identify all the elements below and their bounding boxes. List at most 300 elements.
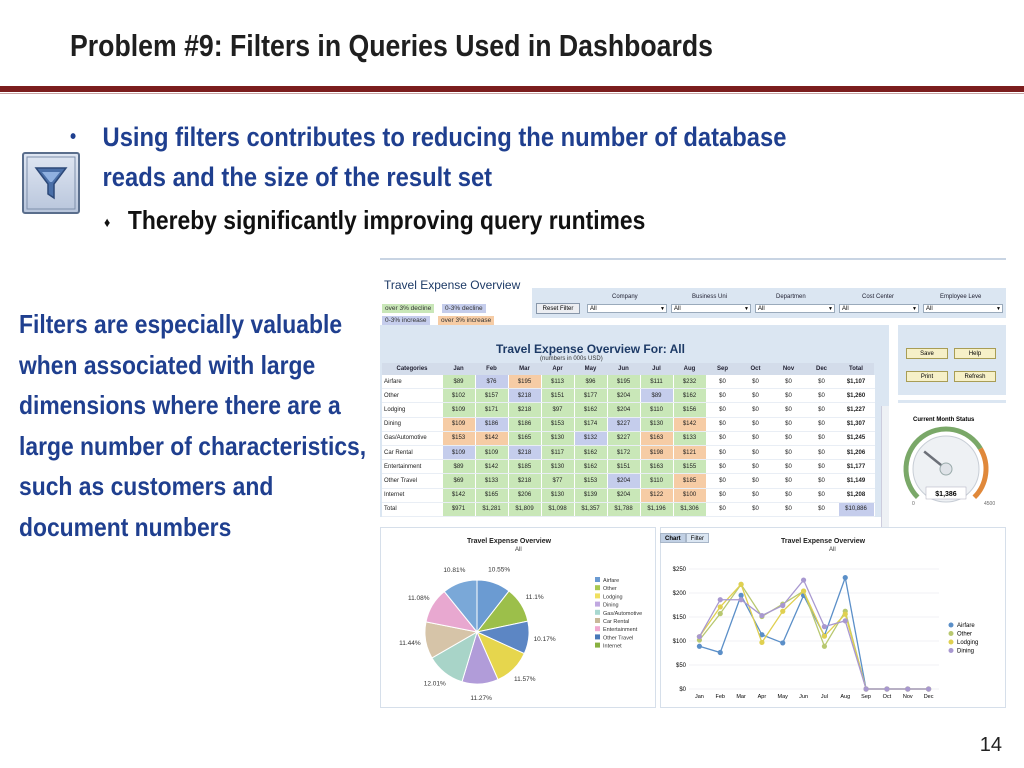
table-cell: $151 xyxy=(607,460,640,474)
table-cell: $163 xyxy=(640,460,673,474)
gauge-chart xyxy=(898,421,1006,521)
legend-decline: 0-3% decline xyxy=(442,304,486,313)
table-cell: $110 xyxy=(640,474,673,488)
reset-filter-button[interactable]: Reset Filter xyxy=(536,303,580,314)
row-category: Internet xyxy=(382,488,442,502)
pie-label: 10.55% xyxy=(488,566,511,574)
table-cell: $1,809 xyxy=(508,502,541,516)
dropdown-arrow-icon: ▼ xyxy=(912,306,917,312)
table-cell: $157 xyxy=(475,389,508,403)
table-cell: $0 xyxy=(805,403,838,417)
legend-increase: 0-3% increase xyxy=(382,316,430,325)
table-cell: $130 xyxy=(541,431,574,445)
table-cell: $206 xyxy=(508,488,541,502)
table-cell: $151 xyxy=(541,389,574,403)
gauge-title: Current Month Status xyxy=(913,417,975,423)
table-cell: $1,107 xyxy=(838,375,874,389)
table-cell: $1,227 xyxy=(838,403,874,417)
table-cell: $971 xyxy=(442,502,475,516)
series-line xyxy=(699,580,928,689)
table-cell: $1,357 xyxy=(574,502,607,516)
table-cell: $0 xyxy=(706,375,739,389)
table-cell: $117 xyxy=(541,445,574,459)
table-cell: $100 xyxy=(673,488,706,502)
table-cell: $1,306 xyxy=(673,502,706,516)
legend-label: Dining xyxy=(957,648,975,655)
legend-label: Gas/Automotive xyxy=(603,610,643,617)
table-cell: $155 xyxy=(673,460,706,474)
data-point xyxy=(738,597,743,602)
line-title: Travel Expense Overview xyxy=(781,538,866,545)
table-cell: $109 xyxy=(442,417,475,431)
table-cell: $89 xyxy=(442,375,475,389)
table-cell: $0 xyxy=(772,417,805,431)
dropdown-arrow-icon: ▼ xyxy=(996,306,1001,312)
y-tick-label: $100 xyxy=(672,639,686,645)
help-button[interactable]: Help xyxy=(954,348,996,359)
table-cell: $1,788 xyxy=(607,502,640,516)
table-row xyxy=(382,474,874,488)
table-cell: $0 xyxy=(772,403,805,417)
dropdown-arrow-icon: ▼ xyxy=(828,306,833,312)
table-row xyxy=(382,389,874,403)
data-point xyxy=(884,686,889,691)
legend-label: Other Travel xyxy=(603,635,634,642)
bullet-main-text: Using filters contributes to reducing the number of database reads and the size of the result set xyxy=(102,122,787,192)
table-cell: $96 xyxy=(574,375,607,389)
filter-bar xyxy=(532,288,1006,318)
table-cell: $109 xyxy=(475,445,508,459)
table-cell: $110 xyxy=(640,403,673,417)
table-cell: $1,206 xyxy=(838,445,874,459)
y-tick-label: $250 xyxy=(672,567,686,573)
table-cell: $0 xyxy=(706,389,739,403)
data-point xyxy=(780,603,785,608)
data-point xyxy=(738,582,743,587)
data-point xyxy=(822,644,827,649)
row-category: Gas/Automotive xyxy=(382,431,442,445)
table-cell: $0 xyxy=(739,445,772,459)
row-category: Total xyxy=(382,502,442,516)
table-cell: $0 xyxy=(805,474,838,488)
table-cell: $174 xyxy=(574,417,607,431)
dashboard-title: Travel Expense Overview xyxy=(384,278,521,292)
table-cell: $111 xyxy=(640,375,673,389)
pie-subtitle: All xyxy=(515,547,522,553)
table-cell: $218 xyxy=(508,403,541,417)
table-cell: $0 xyxy=(739,460,772,474)
bullet-marker: • xyxy=(70,126,77,148)
gauge-value: $1,386 xyxy=(935,491,957,498)
column-header[interactable]: Jun xyxy=(607,363,640,375)
table-row xyxy=(382,375,874,389)
column-header[interactable]: Jan xyxy=(442,363,475,375)
table-cell: $165 xyxy=(475,488,508,502)
table-cell: $133 xyxy=(673,431,706,445)
line-chart xyxy=(661,538,1005,708)
data-point xyxy=(822,634,827,639)
filter-label-company: Company xyxy=(612,294,638,300)
title-rule xyxy=(0,86,1024,92)
table-cell: $130 xyxy=(640,417,673,431)
table-row xyxy=(382,488,874,502)
table-row xyxy=(382,431,874,445)
table-cell: $142 xyxy=(475,431,508,445)
table-cell: $1,245 xyxy=(838,431,874,445)
table-cell: $0 xyxy=(739,403,772,417)
table-cell: $0 xyxy=(805,460,838,474)
table-cell: $0 xyxy=(706,417,739,431)
pie-label: 11.27% xyxy=(470,694,492,702)
data-point xyxy=(801,588,806,593)
button-panel xyxy=(898,325,1006,395)
table-cell: $162 xyxy=(574,460,607,474)
legend-label: Airfare xyxy=(603,578,620,584)
row-category: Dining xyxy=(382,417,442,431)
table-cell: $156 xyxy=(673,403,706,417)
side-note: Filters are especially valuable when associated with large dimensions where there are a large number of characteristics, such as customers and document numbers xyxy=(19,309,367,542)
data-point xyxy=(822,624,827,629)
table-cell: $69 xyxy=(442,474,475,488)
y-tick-label: $200 xyxy=(672,591,686,597)
table-cell: $185 xyxy=(508,460,541,474)
table-cell: $0 xyxy=(739,417,772,431)
legend-swatch xyxy=(595,610,600,615)
table-cell: $1,149 xyxy=(838,474,874,488)
table-cell: $0 xyxy=(739,431,772,445)
table-cell: $130 xyxy=(541,460,574,474)
row-category: Entertainment xyxy=(382,460,442,474)
table-cell: $0 xyxy=(739,502,772,516)
legend-label: Airfare xyxy=(957,623,975,629)
bullet-sub-text: Thereby significantly improving query runtimes xyxy=(127,205,646,235)
legend-label: Other xyxy=(603,586,617,593)
table-cell: $121 xyxy=(673,445,706,459)
legend-swatch xyxy=(595,577,600,582)
data-point xyxy=(780,609,785,614)
legend-label: Dining xyxy=(603,602,619,609)
pie-label: 11.57% xyxy=(513,675,536,683)
table-cell: $186 xyxy=(475,417,508,431)
table-cell: $153 xyxy=(574,474,607,488)
legend-swatch xyxy=(595,602,600,607)
diamond-bullet-icon: ♦ xyxy=(104,214,111,231)
table-cell: $0 xyxy=(805,417,838,431)
gauge-max: 4500 xyxy=(984,501,996,507)
refresh-button[interactable]: Refresh xyxy=(954,371,996,382)
table-cell: $10,886 xyxy=(838,502,874,516)
data-point xyxy=(780,640,785,645)
table-cell: $77 xyxy=(541,474,574,488)
table-cell: $0 xyxy=(805,502,838,516)
column-header[interactable]: Sep xyxy=(706,363,739,375)
table-cell: $172 xyxy=(607,445,640,459)
row-category: Lodging xyxy=(382,403,442,417)
data-point xyxy=(718,650,723,655)
x-tick-label: Dec xyxy=(923,694,934,700)
table-cell: $0 xyxy=(706,460,739,474)
x-tick-label: Sep xyxy=(861,694,871,700)
table-cell: $0 xyxy=(772,460,805,474)
table-cell: $153 xyxy=(541,417,574,431)
pie-label: 11.44% xyxy=(399,639,421,647)
filter-select-business-unit[interactable]: All ▼ xyxy=(671,304,751,313)
data-point xyxy=(801,577,806,582)
table-cell: $142 xyxy=(442,488,475,502)
x-tick-label: Feb xyxy=(715,694,725,700)
data-point xyxy=(697,634,702,639)
table-cell: $198 xyxy=(640,445,673,459)
data-point xyxy=(697,644,702,649)
legend-label: Lodging xyxy=(957,640,979,646)
x-tick-label: Nov xyxy=(902,694,913,700)
pie-label: 12.01% xyxy=(423,680,446,688)
save-button[interactable]: Save xyxy=(906,348,948,359)
table-cell: $218 xyxy=(508,474,541,488)
column-header[interactable]: Dec xyxy=(805,363,838,375)
table-cell: $1,281 xyxy=(475,502,508,516)
data-point xyxy=(843,618,848,623)
filter-label-cost-center: Cost Center xyxy=(862,294,895,300)
expense-table xyxy=(382,363,875,517)
table-cell: $109 xyxy=(442,445,475,459)
table-cell: $122 xyxy=(640,488,673,502)
table-cell: $227 xyxy=(607,431,640,445)
dropdown-arrow-icon: ▼ xyxy=(660,306,665,312)
legend-marker xyxy=(949,648,954,653)
legend-over-decline: over 3% decline xyxy=(382,304,434,313)
legend-swatch xyxy=(595,585,600,590)
data-point xyxy=(843,575,848,580)
table-cell: $139 xyxy=(574,488,607,502)
dashboard-top-border xyxy=(380,258,1006,260)
table-cell: $1,260 xyxy=(838,389,874,403)
x-tick-label: Apr xyxy=(757,694,767,700)
table-title: Travel Expense Overview For: All xyxy=(496,342,685,356)
data-point xyxy=(718,611,723,616)
table-cell: $89 xyxy=(442,460,475,474)
table-cell: $0 xyxy=(739,474,772,488)
table-cell: $0 xyxy=(739,488,772,502)
table-cell: $89 xyxy=(640,389,673,403)
table-cell: $218 xyxy=(508,389,541,403)
legend-label: Lodging xyxy=(603,594,623,601)
bullet-main xyxy=(70,117,827,197)
table-cell: $76 xyxy=(475,375,508,389)
legend-over-increase: over 3% increase xyxy=(438,316,494,325)
table-cell: $132 xyxy=(574,431,607,445)
table-cell: $0 xyxy=(772,431,805,445)
column-header[interactable]: Apr xyxy=(541,363,574,375)
table-row xyxy=(382,460,874,474)
table-cell: $0 xyxy=(706,474,739,488)
row-category: Car Rental xyxy=(382,445,442,459)
table-cell: $177 xyxy=(574,389,607,403)
x-tick-label: Mar xyxy=(736,694,746,700)
table-cell: $0 xyxy=(772,445,805,459)
table-cell: $133 xyxy=(475,474,508,488)
table-row xyxy=(382,403,874,417)
table-cell: $142 xyxy=(475,460,508,474)
column-header[interactable]: Total xyxy=(838,363,874,375)
filter-select-company[interactable]: All ▼ xyxy=(587,304,667,313)
table-cell: $0 xyxy=(805,488,838,502)
table-row xyxy=(382,502,874,516)
data-point xyxy=(759,613,764,618)
table-cell: $0 xyxy=(772,375,805,389)
expense-table-panel xyxy=(380,325,889,517)
column-header[interactable]: Oct xyxy=(739,363,772,375)
table-cell: $102 xyxy=(442,389,475,403)
table-cell: $1,307 xyxy=(838,417,874,431)
pie-label: 11.08% xyxy=(408,594,430,602)
column-header[interactable]: Mar xyxy=(508,363,541,375)
legend-label: Car Rental xyxy=(603,619,630,625)
table-cell: $97 xyxy=(541,403,574,417)
pie-title: Travel Expense Overview xyxy=(467,538,552,545)
table-cell: $0 xyxy=(805,389,838,403)
x-tick-label: May xyxy=(777,694,788,700)
table-cell: $0 xyxy=(706,403,739,417)
table-cell: $0 xyxy=(772,488,805,502)
table-cell: $0 xyxy=(706,502,739,516)
table-cell: $130 xyxy=(541,488,574,502)
table-cell: $109 xyxy=(442,403,475,417)
table-cell: $0 xyxy=(772,389,805,403)
table-cell: $1,196 xyxy=(640,502,673,516)
legend-label: Other xyxy=(957,631,973,638)
data-point xyxy=(905,686,910,691)
legend-swatch xyxy=(595,618,600,623)
data-point xyxy=(718,604,723,609)
legend-swatch xyxy=(595,593,600,598)
table-cell: $0 xyxy=(772,502,805,516)
table-cell: $195 xyxy=(607,375,640,389)
column-header[interactable]: Nov xyxy=(772,363,805,375)
column-header[interactable]: May xyxy=(574,363,607,375)
legend-swatch xyxy=(595,626,600,631)
bullet-sub xyxy=(104,205,645,236)
table-cell: $113 xyxy=(541,375,574,389)
y-tick-label: $150 xyxy=(672,615,686,621)
title-rule-shadow xyxy=(0,93,1024,94)
data-point xyxy=(843,612,848,617)
row-category: Other xyxy=(382,389,442,403)
gauge-panel xyxy=(898,400,1006,521)
column-header[interactable]: Feb xyxy=(475,363,508,375)
x-tick-label: Oct xyxy=(882,694,892,700)
table-cell: $0 xyxy=(772,474,805,488)
filter-select-employee-level[interactable]: All ▼ xyxy=(923,304,1003,313)
x-tick-label: Jan xyxy=(694,694,704,700)
print-button[interactable]: Print xyxy=(906,371,948,382)
column-header[interactable]: Categories xyxy=(382,363,442,375)
column-header[interactable]: Aug xyxy=(673,363,706,375)
page-number: 14 xyxy=(979,734,1002,756)
table-cell: $0 xyxy=(739,389,772,403)
table-cell: $163 xyxy=(640,431,673,445)
table-cell: $0 xyxy=(805,431,838,445)
table-cell: $0 xyxy=(739,375,772,389)
x-tick-label: Jul xyxy=(820,694,828,700)
legend-label: Internet xyxy=(603,643,622,650)
tab-filter[interactable]: Filter xyxy=(686,533,709,543)
pie-chart-panel xyxy=(380,527,656,708)
dropdown-arrow-icon: ▼ xyxy=(744,306,749,312)
gauge-min: 0 xyxy=(912,501,915,507)
table-cell: $142 xyxy=(673,417,706,431)
table-cell: $0 xyxy=(706,445,739,459)
table-row xyxy=(382,445,874,459)
table-cell: $162 xyxy=(574,403,607,417)
pie-label: 11.1% xyxy=(525,593,544,601)
table-subtitle: (numbers in 000s USD) xyxy=(540,356,603,362)
table-cell: $185 xyxy=(673,474,706,488)
data-point xyxy=(759,640,764,645)
table-cell: $204 xyxy=(607,389,640,403)
table-cell: $186 xyxy=(508,417,541,431)
table-cell: $162 xyxy=(673,389,706,403)
table-cell: $153 xyxy=(442,431,475,445)
table-cell: $227 xyxy=(607,417,640,431)
column-header[interactable]: Jul xyxy=(640,363,673,375)
table-row xyxy=(382,417,874,431)
table-cell: $1,098 xyxy=(541,502,574,516)
table-cell: $0 xyxy=(706,431,739,445)
table-cell: $1,208 xyxy=(838,488,874,502)
pie-chart xyxy=(381,538,657,708)
pie-label: 10.17% xyxy=(533,636,556,644)
tab-chart[interactable]: Chart xyxy=(660,533,686,543)
table-cell: $232 xyxy=(673,375,706,389)
table-cell: $162 xyxy=(574,445,607,459)
line-subtitle: All xyxy=(829,547,836,553)
table-cell: $0 xyxy=(706,488,739,502)
x-tick-label: Aug xyxy=(840,694,851,700)
table-cell: $204 xyxy=(607,488,640,502)
legend-label: Entertainment xyxy=(603,627,638,634)
data-point xyxy=(863,686,868,691)
filter-label-business-unit: Business Uni xyxy=(692,294,728,300)
pie-label: 10.81% xyxy=(443,566,466,574)
legend-marker xyxy=(949,640,954,645)
table-cell: $204 xyxy=(607,474,640,488)
table-cell: $218 xyxy=(508,445,541,459)
table-cell: $165 xyxy=(508,431,541,445)
table-cell: $0 xyxy=(805,375,838,389)
legend-marker xyxy=(949,631,954,636)
y-tick-label: $50 xyxy=(675,663,686,669)
data-point xyxy=(926,686,931,691)
dashboard-screenshot xyxy=(380,258,1006,710)
table-cell: $204 xyxy=(607,403,640,417)
row-category: Other Travel xyxy=(382,474,442,488)
legend-swatch xyxy=(595,643,600,648)
y-tick-label: $0 xyxy=(679,687,686,693)
data-point xyxy=(718,597,723,602)
filter-select-department[interactable]: All ▼ xyxy=(755,304,835,313)
filter-select-cost-center[interactable]: All ▼ xyxy=(839,304,919,313)
line-chart-panel xyxy=(660,527,1006,708)
slide-title: Problem #9: Filters in Queries Used in Dashboards xyxy=(70,28,713,63)
filter-label-employee-level: Employee Leve xyxy=(940,294,982,300)
legend-swatch xyxy=(595,634,600,639)
table-cell: $195 xyxy=(508,375,541,389)
filter-label-department: Departmen xyxy=(776,294,806,300)
chart-tabs xyxy=(660,527,709,542)
table-cell: $171 xyxy=(475,403,508,417)
table-cell: $1,177 xyxy=(838,460,874,474)
